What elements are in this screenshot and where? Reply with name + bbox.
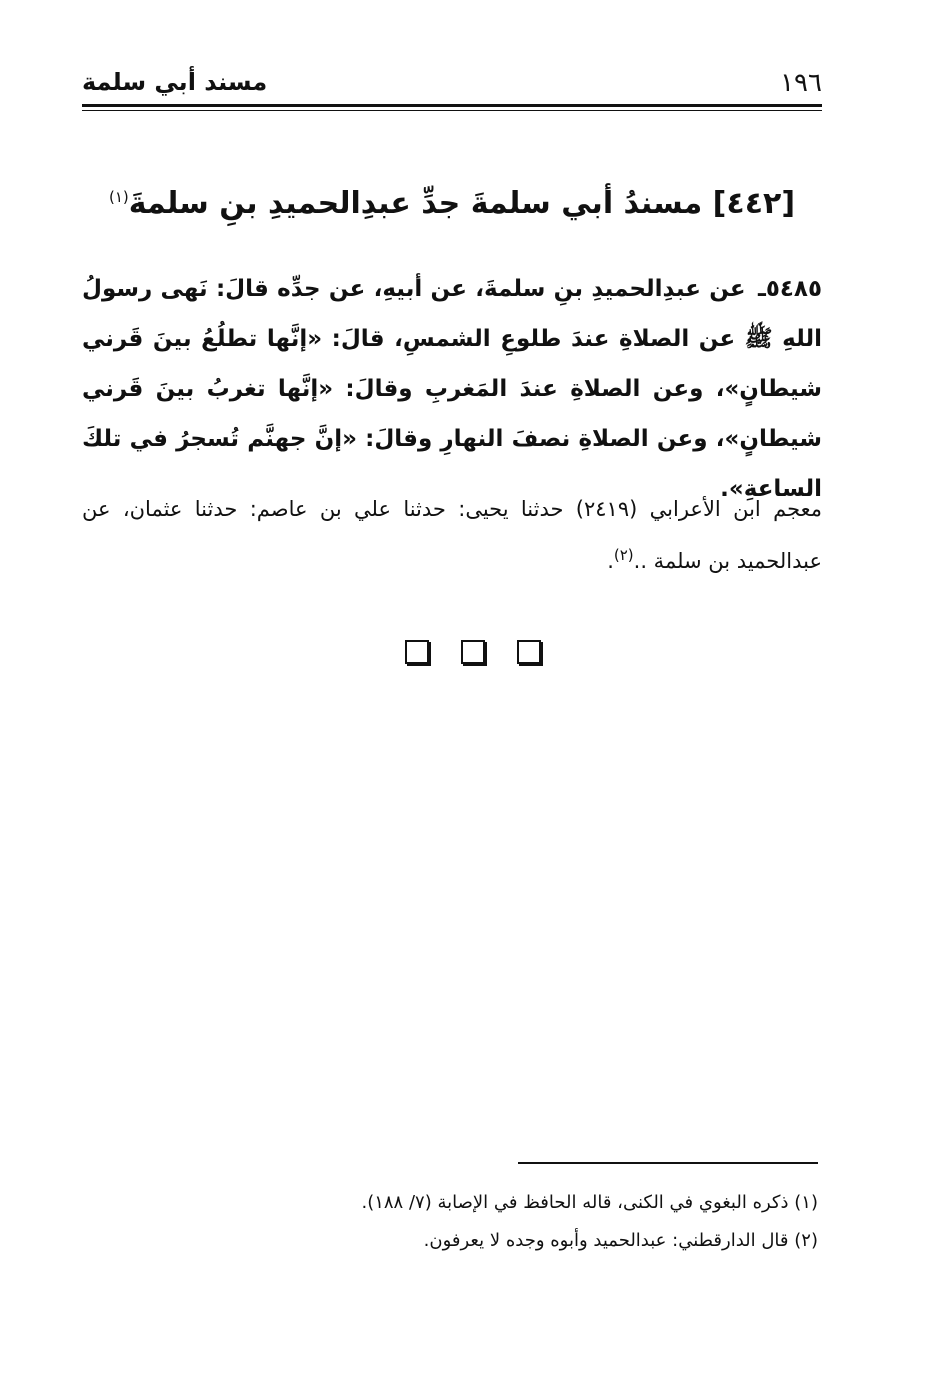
header-rule-thin	[82, 110, 822, 111]
footnote-label: (١)	[794, 1192, 818, 1213]
section-heading	[82, 186, 822, 221]
footnote-item	[82, 1222, 818, 1260]
footnote-rule	[518, 1162, 818, 1164]
heading-footnote-ref: (١)	[108, 188, 129, 206]
header-rule-thick	[82, 104, 822, 107]
hadith-number: ٥٤٨٥ـ	[757, 276, 823, 302]
section-heading-text: [٤٤٢] مسندُ أبي سلمةَ جدِّ عبدِالحميدِ بنِ سلمةَ	[128, 186, 796, 221]
square-ornament-icon	[461, 640, 485, 664]
square-ornament-icon	[405, 640, 429, 664]
footnote-item	[82, 1184, 818, 1222]
hadith-text: عن عبدِالحميدِ بنِ سلمةَ، عن أبيهِ، عن جدِّه قالَ: نَهى رسولُ اللهِ ﷺ عن الصلاةِ عندَ طلوعِ الشمسِ، قالَ: «إنَّها تطلُعُ بينَ قَرني شيطانٍ»، وعن الصلاةِ عندَ المَغربِ وقالَ: «إنَّها تغربُ بينَ قَرني شيطانٍ»، وعن الصلاةِ نصفَ النهارِ وقالَ: «إنَّ جهنَّم تُسجرُ في تلكَ الساعةِ».	[82, 276, 822, 502]
running-head	[82, 64, 822, 104]
footnote-text: قال الدارقطني: عبدالحميد وأبوه وجده لا يعرفون.	[423, 1230, 789, 1251]
source-end: .	[607, 549, 614, 573]
square-ornament-icon	[517, 640, 541, 664]
footnote-label: (٢)	[794, 1230, 818, 1251]
section-separator	[0, 640, 945, 664]
source-citation	[82, 486, 822, 584]
hadith-paragraph	[82, 264, 822, 514]
footnote-text: ذكره البغوي في الكنى، قاله الحافظ في الإصابة (٧/ ١٨٨).	[361, 1192, 789, 1213]
footnotes	[82, 1184, 818, 1260]
source-text: معجم ابن الأعرابي (٢٤١٩) حدثنا يحيى: حدثنا علي بن عاصم: حدثنا عثمان، عن عبدالحميد بن سلمة ..	[82, 497, 822, 573]
page-number: ١٩٦	[780, 68, 822, 98]
running-title: مسند أبي سلمة	[82, 68, 268, 96]
source-footnote-ref: (٢)	[613, 546, 634, 564]
